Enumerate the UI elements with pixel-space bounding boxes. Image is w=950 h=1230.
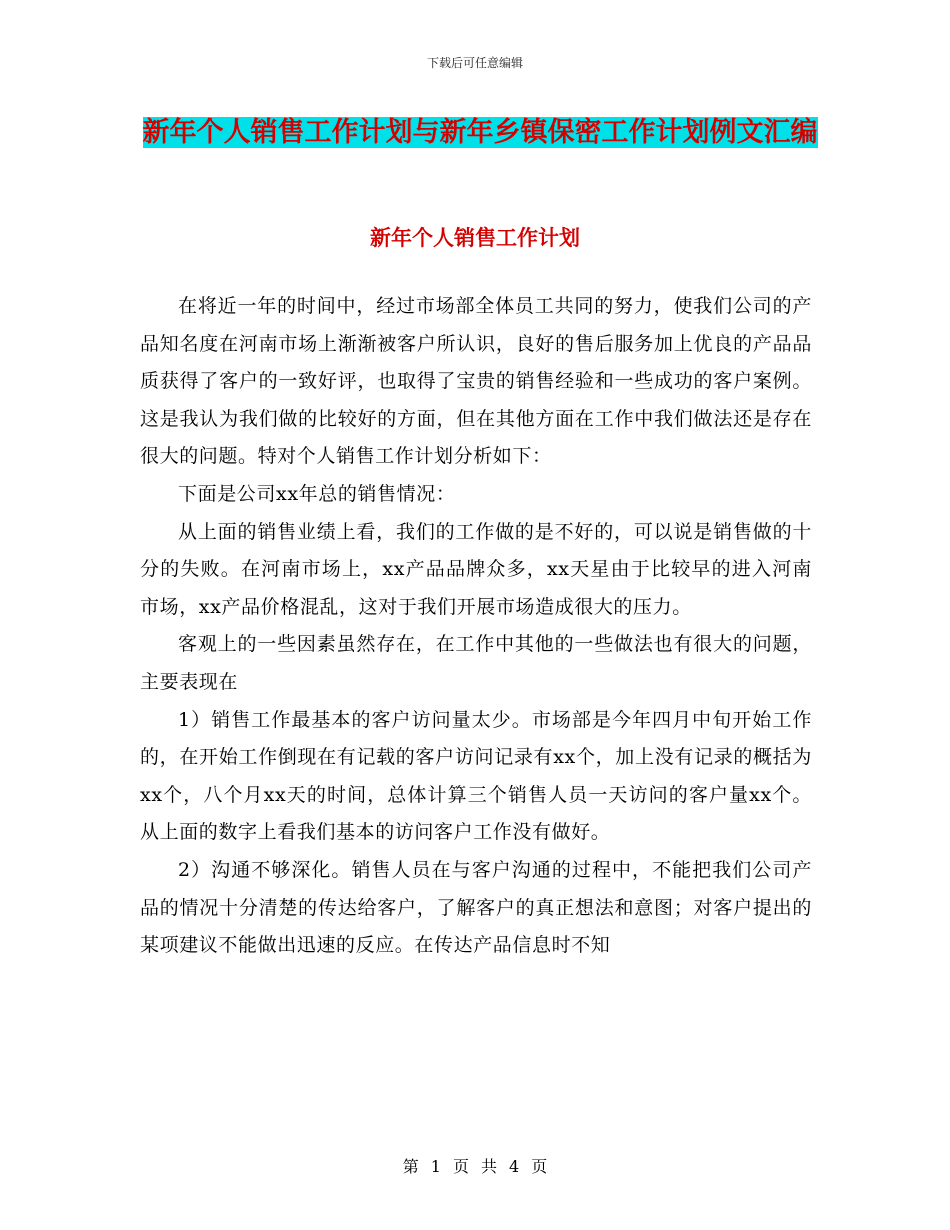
paragraph: 1）销售工作最基本的客户访问量太少。市场部是今年四月中旬开始工作的，在开始工作倒现在有记载的客户访问记录有xx个，加上没有记录的概括为xx个，八个月xx天的时间，总体计算三个销售人员一天访问的客户量xx个。从上面的数字上看我们基本的访问客户工作没有做好。 [140,708,812,844]
document-title [140,112,820,154]
total-pages-number: 4 [509,1157,520,1176]
paragraph: 2）沟通不够深化。销售人员在与客户沟通的过程中，不能把我们公司产品的情况十分清楚的传达给客户，了解客户的真正想法和意图；对客户提出的某项建议不能做出迅速的反应。在传达产品信息时不知 [140,858,812,957]
header-note: 下载后可任意编辑 [426,56,523,70]
current-page-number: 1 [430,1157,441,1176]
paragraph: 在将近一年的时间中，经过市场部全体员工共同的努力，使我们公司的产品知名度在河南市场上渐渐被客户所认识，良好的售后服务加上优良的产品品质获得了客户的一致好评，也取得了宝贵的销售经验和一些成功的客户案例。这是我认为我们做的比较好的方面，但在其他方面在工作中我们做法还是存在很大的问题。特对个人销售工作计划分析如下： [140,295,812,468]
section-heading: 新年个人销售工作计划 [370,225,580,250]
page-footer [0,1154,950,1177]
document-title-text: 新年个人销售工作计划与新年乡镇保密工作计划例文汇编 [142,117,818,148]
paragraph: 从上面的销售业绩上看，我们的工作做的是不好的，可以说是销售做的十分的失败。在河南市场上，xx产品品牌众多，xx天星由于比较早的进入河南市场，xx产品价格混乱，这对于我们开展市场造成很大的压力。 [140,520,812,618]
document-body [140,288,812,965]
footer-prefix: 第 [402,1157,419,1176]
footer-page-label: 页 [452,1157,469,1176]
footer-total-label: 共 [481,1157,498,1176]
footer-suffix: 页 [531,1157,548,1176]
paragraph: 下面是公司xx年总的销售情况： [178,482,456,505]
paragraph: 客观上的一些因素虽然存在，在工作中其他的一些做法也有很大的问题，主要表现在 [140,633,812,693]
